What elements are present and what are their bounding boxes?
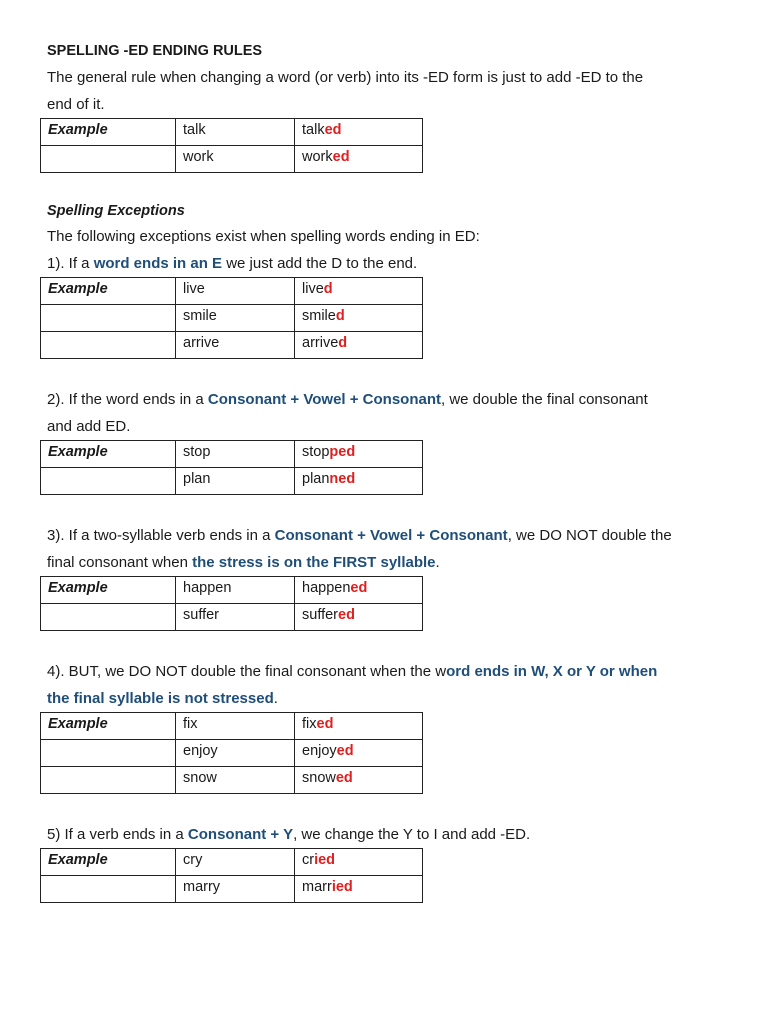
table-row — [41, 713, 423, 740]
table-row — [41, 740, 423, 767]
ed-form: smiled — [295, 305, 423, 332]
base-verb: happen — [176, 577, 295, 604]
ed-stem: talk — [302, 122, 325, 138]
ed-form — [295, 119, 423, 146]
ed-suffix: ed — [332, 149, 350, 165]
ed-form — [295, 146, 423, 173]
table-row — [41, 278, 423, 305]
example-label: Example — [41, 713, 176, 740]
base-verb: plan — [176, 468, 295, 495]
example-label: Example — [41, 441, 176, 468]
ed-form: stopped — [295, 441, 423, 468]
base-verb: cry — [176, 849, 295, 876]
example-label: Example — [41, 577, 176, 604]
table-row — [41, 332, 423, 359]
table-row — [41, 305, 423, 332]
base-verb: stop — [176, 441, 295, 468]
table-row — [41, 849, 423, 876]
table-row — [41, 604, 423, 631]
base-verb: work — [176, 146, 295, 173]
ed-form: married — [295, 876, 423, 903]
rule-2-line-2: and add ED. — [47, 418, 131, 435]
rule-1: 1). If a word ends in an E we just add the D to the end. — [47, 255, 418, 272]
rule-3-line-2: final consonant when the stress is on the FIRST syllable. — [47, 554, 440, 571]
base-verb: marry — [176, 876, 295, 903]
table-row — [41, 441, 423, 468]
base-verb: smile — [176, 305, 295, 332]
table-rule-4 — [40, 712, 423, 794]
ed-form: snowed — [295, 767, 423, 794]
base-verb: arrive — [176, 332, 295, 359]
ed-form: happened — [295, 577, 423, 604]
ed-form: arrived — [295, 332, 423, 359]
rule-3: 3). If a two-syllable verb ends in a Consonant + Vowel + Consonant, we DO NOT double the — [47, 527, 672, 544]
example-label: Example — [41, 849, 176, 876]
table-rule-1 — [40, 277, 423, 359]
table-row — [41, 767, 423, 794]
intro-line-2: end of it. — [47, 96, 105, 113]
table-rule-3 — [40, 576, 423, 631]
rule-4-highlight: ord ends in W, X or Y or when — [446, 663, 658, 680]
table-row — [41, 146, 423, 173]
rule-4: 4). BUT, we DO NOT double the final consonant when the word ends in W, X or Y or when — [47, 663, 658, 680]
document-page — [47, 42, 727, 903]
table-row — [41, 468, 423, 495]
ed-form: planned — [295, 468, 423, 495]
intro-line-1: The general rule when changing a word (or verb) into its -ED form is just to add -ED to the — [47, 69, 644, 86]
rule-3-highlight: Consonant + Vowel + Consonant — [274, 527, 508, 544]
rule-1-highlight: word ends in an E — [93, 255, 223, 272]
ed-form: fixed — [295, 713, 423, 740]
ed-stem: work — [302, 149, 333, 165]
ed-form: suffered — [295, 604, 423, 631]
base-verb: enjoy — [176, 740, 295, 767]
ed-form: cried — [295, 849, 423, 876]
exceptions-intro: The following exceptions exist when spelling words ending in ED: — [47, 228, 480, 245]
rule-5-highlight: Consonant + Y — [187, 826, 294, 843]
table-general-rule — [40, 118, 423, 173]
example-label: Example — [41, 119, 176, 146]
base-verb: fix — [176, 713, 295, 740]
document-title: SPELLING -ED ENDING RULES — [47, 43, 263, 59]
table-row — [41, 577, 423, 604]
base-verb: talk — [176, 119, 295, 146]
table-row — [41, 876, 423, 903]
base-verb: suffer — [176, 604, 295, 631]
ed-suffix: ed — [324, 122, 342, 138]
rule-4-line-2: the final syllable is not stressed. — [47, 690, 278, 707]
base-verb: live — [176, 278, 295, 305]
rule-2: 2). If the word ends in a Consonant + Vowel + Consonant, we double the final consonant — [47, 391, 648, 408]
ed-form: enjoyed — [295, 740, 423, 767]
table-row — [41, 119, 423, 146]
example-label: Example — [41, 278, 176, 305]
exceptions-heading: Spelling Exceptions — [47, 203, 185, 219]
table-rule-5 — [40, 848, 423, 903]
rule-2-highlight: Consonant + Vowel + Consonant — [207, 391, 441, 408]
table-rule-2 — [40, 440, 423, 495]
rule-5: 5) If a verb ends in a Consonant + Y, we change the Y to I and add -ED. — [47, 826, 531, 843]
base-verb: snow — [176, 767, 295, 794]
ed-form: lived — [295, 278, 423, 305]
